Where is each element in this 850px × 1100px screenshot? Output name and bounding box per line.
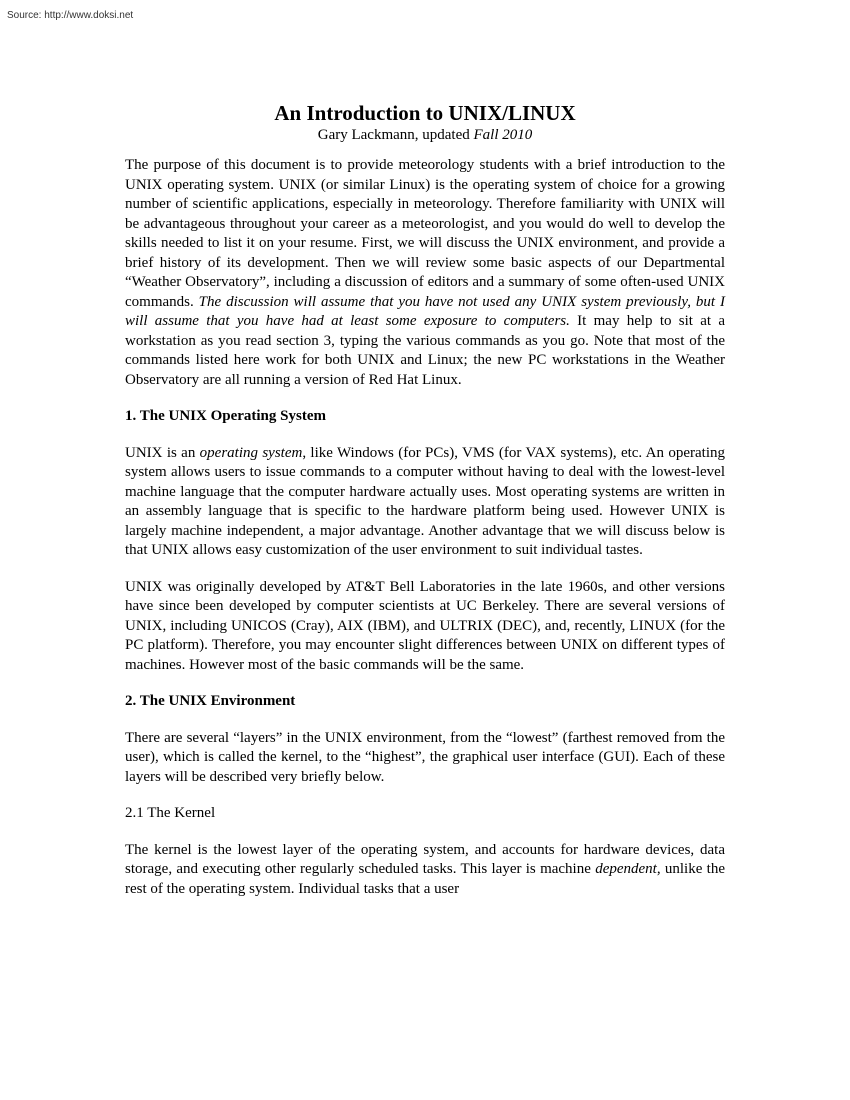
s1p1-text-b: , like Windows (for PCs), VMS (for VAX systems), etc. An operating system allows users to issue commands to a computer without having to deal with the lowest-level machine language that the computer hardware actually uses. Most operating systems are written in an assembly language that is specific to the hardware platform being used. However UNIX is largely machine independent, a major advantage. Another advantage that we will discuss below is that UNIX allows easy customization of the user environment to suit individual tastes. — [125, 444, 726, 558]
s2p2-italic: dependent — [595, 861, 657, 877]
intro-paragraph — [125, 156, 725, 390]
intro-text-1: The purpose of this document is to provide meteorology students with a brief introduction to the UNIX operating system. UNIX (or similar Linux) is the operating system of choice for a growing number of scientific applications, especially in meteorology. Therefore familiarity with UNIX will be advantageous throughout your career as a meteorologist, and you would do well to develop the skills needed to list it on your resume. First, we will discuss the UNIX environment, and provide a brief history of its development. Then we will review some basic aspects of our Departmental “Weather Observatory”, including a discussion of editors and a summary of some often-used UNIX commands. — [125, 157, 725, 310]
byline-author: Gary Lackmann, updated — [317, 127, 474, 143]
section-2-paragraph-1: There are several “layers” in the UNIX environment, from the “lowest” (farthest removed from the user), which is called the kernel, to the “highest”, the graphical user interface (GUI). Each of these layers will be described very briefly below. — [125, 729, 725, 785]
document-title: An Introduction to UNIX/LINUX — [274, 101, 576, 125]
intro-text-2: It may help to sit at a workstation as you read section 3, typing the various commands as you go. Note that most of the commands listed here work for both UNIX and Linux; the new PC workstations in the Weather Observatory are all running a version of Red Hat Linux. — [125, 313, 725, 388]
byline — [125, 126, 725, 144]
s2p2-text-b: , unlike the rest of the operating system. Individual tasks that a user — [125, 861, 725, 897]
section-1-paragraph-2: UNIX was originally developed by AT&T Bell Laboratories in the late 1960s, and other versions have since been developed by computer scientists at UC Berkeley. There are several versions of UNIX, including UNICOS (Cray), AIX (IBM), and ULTRIX (DEC), and, recently, LINUX (for the PC platform). Therefore, you may encounter slight differences between UNIX on different types of machines. However most of the basic commands will be the same. — [125, 578, 725, 673]
section-1-paragraph-1 — [125, 444, 725, 561]
s1p1-text-a: UNIX is an — [125, 444, 200, 461]
s1p1-italic: operating system — [199, 444, 303, 461]
section-2-paragraph-2 — [125, 841, 725, 900]
section-1-heading: 1. The UNIX Operating System — [125, 408, 326, 424]
section-2-heading: 2. The UNIX Environment — [125, 693, 296, 709]
subsection-2-1-heading: 2.1 The Kernel — [125, 805, 216, 821]
s2p2-text-a: The kernel is the lowest layer of the operating system, and accounts for hardware devices, data storage, and executing other regularly scheduled tasks. This layer is machine — [125, 841, 725, 877]
source-label: Source: http://www.doksi.net — [7, 10, 134, 21]
byline-date: Fall 2010 — [473, 127, 533, 143]
document-page — [125, 100, 725, 916]
intro-italic: The discussion will assume that you have not used any UNIX system previously, but I will assume that you have had at least some exposure to computers. — [125, 293, 725, 329]
